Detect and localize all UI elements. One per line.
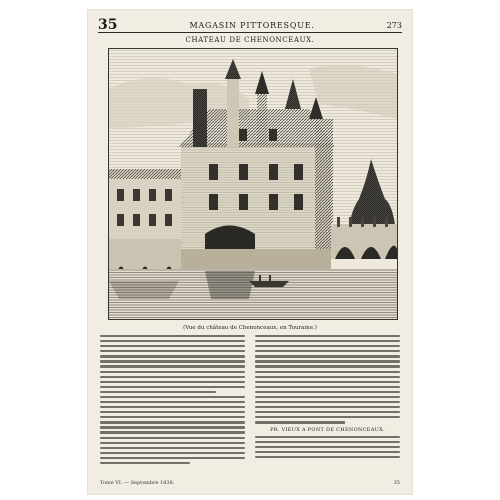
page-footer [100,480,400,486]
magazine-page [88,10,412,494]
page-header [98,16,402,33]
issue-number: 35 [98,17,118,33]
chateau-engraving [108,48,398,320]
text-column-right [255,335,400,475]
section-subheading: PR. VIEUX A PONT DE CHENONCEAUX. [270,426,385,433]
article-body [100,335,400,475]
volume-line: Tome VI. — Septembre 1838. [100,480,175,486]
text-column-left [100,335,245,475]
engraving-caption: (Vue du château de Chenonceaux, en Touraine.) [183,325,317,331]
page-number: 273 [386,21,402,30]
magazine-title: MAGASIN PITTORESQUE. [189,21,315,30]
signature-mark: 35 [393,480,400,486]
article-title: CHATEAU DE CHENONCEAUX. [185,36,315,44]
